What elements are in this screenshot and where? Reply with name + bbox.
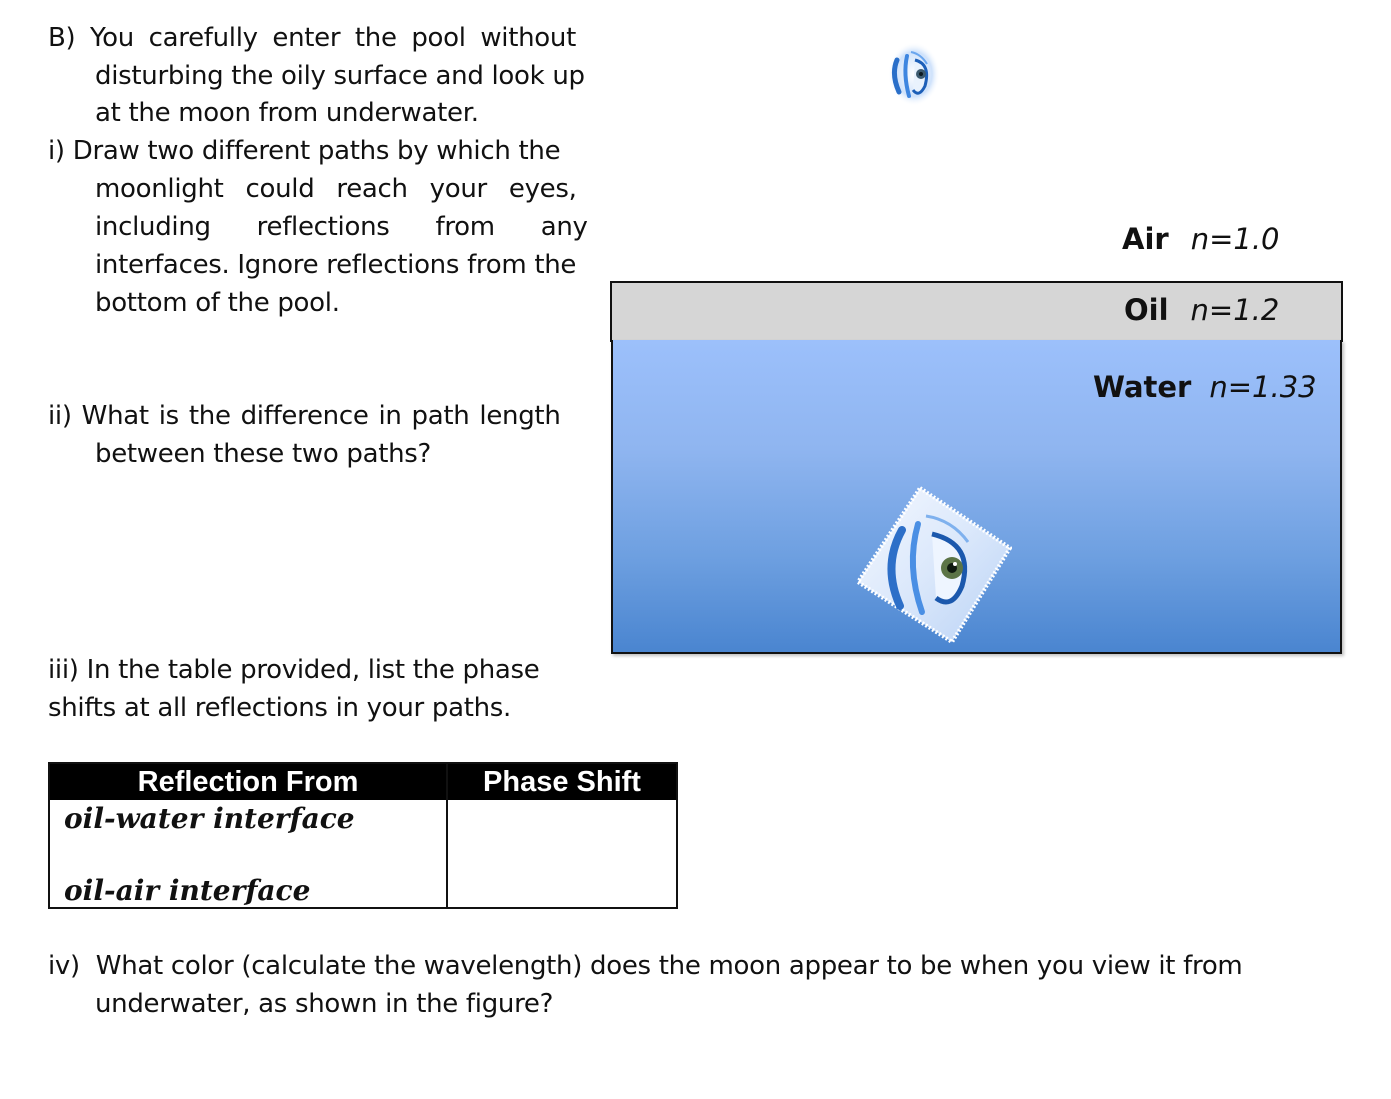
phase-shift-cell-2[interactable] [450, 872, 674, 908]
question-ii-line-1: ii) What is the difference in path length [48, 401, 561, 431]
oil-index: n=1.2 [1190, 293, 1280, 327]
phase-shift-cell-1[interactable] [450, 802, 674, 872]
eye-icon-underwater [856, 486, 1012, 644]
water-name: Water [1093, 370, 1192, 404]
water-index: n=1.33 [1209, 370, 1317, 404]
question-i-line-4: interfaces. Ignore reflections from the [95, 250, 577, 280]
question-i-line-5: bottom of the pool. [95, 288, 340, 318]
question-iv-line-2: underwater, as shown in the figure? [95, 989, 554, 1019]
air-label [1122, 222, 1280, 256]
question-iii-line-2: shifts at all reflections in your paths. [48, 693, 511, 723]
water-label [1093, 370, 1317, 404]
oil-label [1124, 293, 1279, 327]
question-b-line-1: B) You carefully enter the pool without [48, 23, 576, 53]
question-b-line-2: disturbing the oily surface and look up [95, 61, 585, 91]
header-reflection-from: Reflection From [50, 764, 446, 800]
row-oil-water-interface: oil-water interface [64, 802, 355, 835]
air-name: Air [1122, 222, 1169, 256]
question-i-line-2: moonlight could reach your eyes, [95, 174, 577, 204]
question-i-line-1: i) Draw two different paths by which the [48, 136, 561, 166]
row-oil-air-interface: oil-air interface [64, 874, 311, 907]
question-iii-line-1: iii) In the table provided, list the phase [48, 655, 540, 685]
question-b-line-3: at the moon from underwater. [95, 98, 479, 128]
question-ii-line-2: between these two paths? [95, 439, 432, 469]
eye-icon-top [885, 40, 943, 108]
question-iv-line-1: iv) What color (calculate the wavelength) does the moon appear to be when you view it from [48, 951, 1243, 981]
table-divider [446, 764, 448, 909]
header-phase-shift: Phase Shift [448, 764, 676, 800]
oil-name: Oil [1124, 293, 1169, 327]
question-i-line-3: including reflections from any [95, 212, 588, 242]
air-index: n=1.0 [1190, 222, 1280, 256]
phase-shift-table [48, 762, 678, 909]
